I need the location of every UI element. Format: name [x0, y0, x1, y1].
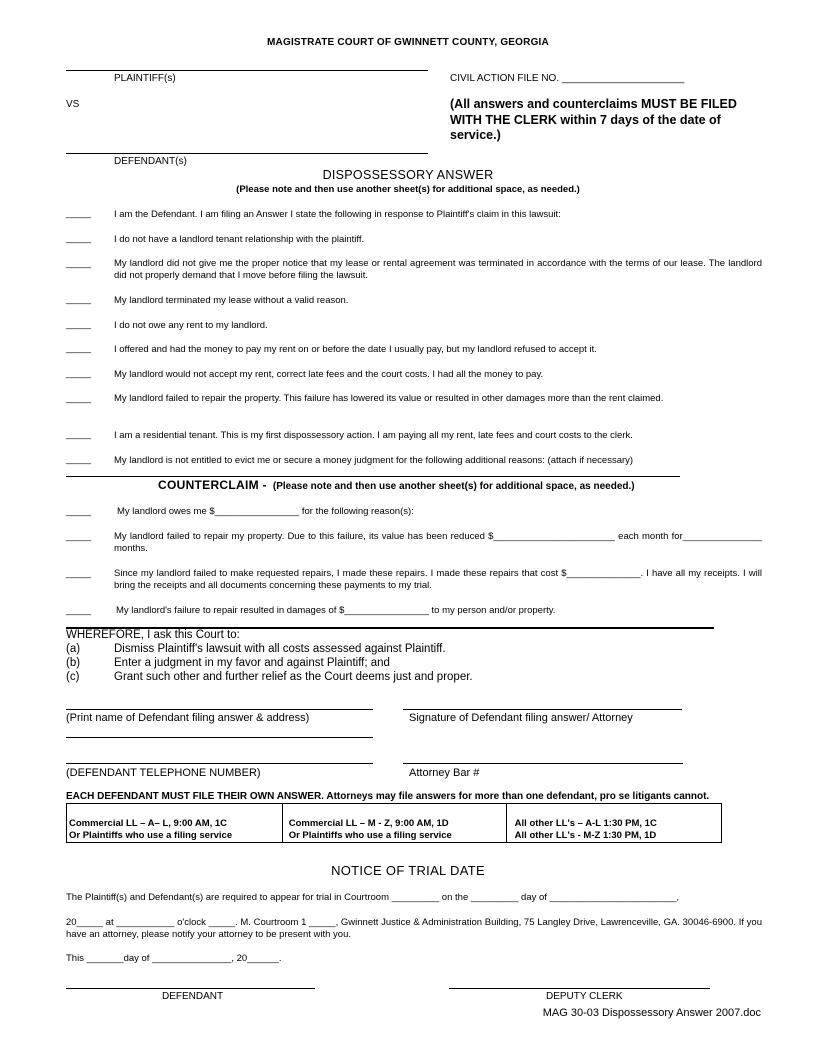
- wherefore-item-b: Enter a judgment in my favor and against Plaintiff; and: [114, 657, 390, 669]
- wherefore-letter-a: (a): [66, 643, 81, 655]
- wherefore-letter-b: (b): [66, 657, 81, 669]
- phone-label: (DEFENDANT TELEPHONE NUMBER): [66, 767, 261, 779]
- answer-item-5: I do not owe any rent to my landlord.: [114, 320, 268, 331]
- defendant-signature-label: DEFENDANT: [162, 991, 224, 1002]
- trial-date-line[interactable]: This _______day of _______________, 20______.: [66, 953, 282, 964]
- answer-blank-7[interactable]: _____: [66, 368, 92, 378]
- signature-label: Signature of Defendant filing answer/ Attorney: [409, 712, 633, 724]
- answer-item-6: I offered and had the money to pay my rent on or before the date I usually pay, but my landlord refused to accept it.: [114, 344, 597, 355]
- answer-item-9: I am a residential tenant. This is my first dispossessory action. I am paying all my rent, late fees and court costs to the clerk.: [114, 430, 633, 441]
- counterclaim-item-1: My landlord owes me $________________ for the following reason(s):: [117, 506, 414, 517]
- wherefore-item-c: Grant such other and further relief as the Court deems just and proper.: [114, 671, 473, 683]
- counterclaim-item-2: My landlord failed to repair my property. Due to this failure, its value has been reduced $_______________________ each month for_______________ months.: [114, 531, 762, 554]
- wherefore-letter-c: (c): [66, 671, 80, 683]
- counterclaim-header: [158, 478, 635, 492]
- schedule-cell-2: [283, 804, 507, 842]
- schedule-cell-3-line2: All other LL's - M-Z 1:30 PM, 1D: [514, 829, 657, 841]
- answer-blank-8[interactable]: _____: [66, 393, 92, 403]
- court-title: MAGISTRATE COURT OF GWINNETT COUNTY, GEORGIA: [267, 37, 549, 48]
- filing-rule: EACH DEFENDANT MUST FILE THEIR OWN ANSWER. Attorneys may file answers for more than one defendant, pro se litigants cannot.: [66, 791, 710, 802]
- wherefore-intro: WHEREFORE, I ask this Court to:: [66, 629, 240, 641]
- answer-blank-2[interactable]: _____: [66, 233, 92, 243]
- bar-number-line[interactable]: [403, 763, 683, 764]
- civil-action-file-no[interactable]: CIVIL ACTION FILE NO. ______________________: [450, 73, 685, 84]
- defendant-signature-line[interactable]: [66, 988, 315, 989]
- answer-blank-10[interactable]: _____: [66, 454, 92, 464]
- trial-notice-title: NOTICE OF TRIAL DATE: [331, 863, 485, 878]
- answer-item-3: My landlord did not give me the proper notice that my lease or rental agreement was terminated in accordance with the terms of our lease. The landlord did not properly demand that I move before filing the lawsuit.: [114, 258, 762, 281]
- answer-note: (Please note and then use another sheet(s) for additional space, as needed.): [236, 184, 580, 195]
- signature-line[interactable]: [403, 709, 682, 710]
- answer-blank-4[interactable]: _____: [66, 294, 92, 304]
- defendant-line[interactable]: [66, 153, 428, 154]
- deputy-clerk-label: DEPUTY CLERK: [546, 991, 623, 1002]
- answer-blank-3[interactable]: _____: [66, 258, 92, 268]
- answer-item-2: I do not have a landlord tenant relationship with the plaintiff.: [114, 234, 365, 245]
- schedule-cell-3-line1: All other LL's – A-L 1:30 PM, 1C: [514, 818, 657, 829]
- answer-title: DISPOSSESSORY ANSWER: [322, 168, 494, 182]
- counterclaim-blank-2[interactable]: _____: [66, 531, 92, 541]
- phone-line[interactable]: [66, 763, 373, 764]
- wherefore-item-a: Dismiss Plaintiff's lawsuit with all costs assessed against Plaintiff.: [114, 643, 446, 655]
- plaintiff-line[interactable]: [66, 70, 428, 71]
- counterclaim-blank-1[interactable]: _____: [66, 506, 92, 516]
- form-footer: MAG 30-03 Dispossessory Answer 2007.doc: [542, 1007, 761, 1019]
- counterclaim-item-4: My landlord's failure to repair resulted in damages of $________________ to my person and/or property.: [116, 605, 556, 616]
- filing-notice: (All answers and counterclaims MUST BE FILED WITH THE CLERK within 7 days of the date of service.): [450, 97, 737, 142]
- answer-item-7: My landlord would not accept my rent, correct late fees and the court costs. I had all the money to pay.: [114, 369, 544, 380]
- schedule-cell-1: [67, 804, 283, 842]
- counterclaim-blank-4[interactable]: _____: [66, 605, 92, 615]
- answer-item-4: My landlord terminated my lease without a valid reason.: [114, 295, 349, 306]
- schedule-table: [66, 803, 722, 843]
- plaintiff-label: PLAINTIFF(s): [114, 73, 176, 84]
- answer-blank-6[interactable]: _____: [66, 343, 92, 353]
- deputy-clerk-signature-line[interactable]: [449, 988, 710, 989]
- answer-item-1: I am the Defendant. I am filing an Answer I state the following in response to Plaintiff's claim in this lawsuit:: [114, 209, 561, 220]
- answer-blank-5[interactable]: _____: [66, 319, 92, 329]
- counterclaim-title: COUNTERCLAIM -: [158, 478, 267, 492]
- print-name-label: (Print name of Defendant filing answer & address): [66, 712, 310, 724]
- answer-blank-1[interactable]: _____: [66, 208, 92, 218]
- answer-blank-9[interactable]: _____: [66, 429, 92, 439]
- defendant-label: DEFENDANT(s): [114, 156, 187, 167]
- trial-line-1[interactable]: The Plaintiff(s) and Defendant(s) are required to appear for trial in Courtroom _________ on the _________ day of ________________________,: [66, 892, 680, 903]
- vs-label: VS: [66, 99, 80, 110]
- answer-item-10: My landlord is not entitled to evict me or secure a money judgment for the following additional reasons: (attach if necessary): [114, 455, 634, 466]
- answer-item-8: My landlord failed to repair the property. This failure has lowered its value or resulted in other damages more than the rent claimed.: [114, 393, 664, 404]
- print-name-line[interactable]: [66, 709, 373, 710]
- counterclaim-item-3: Since my landlord failed to make requested repairs, I made these repairs. I made these repairs that cost $______________. I have all my receipts. I will bring the receipts and all documents concerning these payments to my trial.: [114, 568, 762, 591]
- schedule-cell-2-line1: Commercial LL – M - Z, 9:00 AM, 1D: [288, 818, 449, 829]
- trial-line-2[interactable]: 20_____ at ___________ o'clock _____. M. Courtroom 1 _____, Gwinnett Justice & Administration Building, 75 Langley Drive, Lawrenceville, GA. 30046-6900. If you have an attorney, please notify your attorney to be present with you.: [66, 917, 762, 940]
- schedule-cell-3: [507, 804, 721, 842]
- address-line[interactable]: [66, 737, 373, 738]
- counterclaim-blank-3[interactable]: _____: [66, 568, 92, 578]
- schedule-cell-1-line2: Or Plaintiffs who use a filing service: [69, 829, 233, 841]
- counterclaim-note: (Please note and then use another sheet(s) for additional space, as needed.): [272, 481, 635, 492]
- bar-number-label: Attorney Bar #: [409, 767, 480, 779]
- schedule-cell-2-line2: Or Plaintiffs who use a filing service: [288, 829, 452, 841]
- additional-reasons-line[interactable]: [66, 476, 680, 477]
- schedule-cell-1-line1: Commercial LL – A– L, 9:00 AM, 1C: [69, 818, 228, 829]
